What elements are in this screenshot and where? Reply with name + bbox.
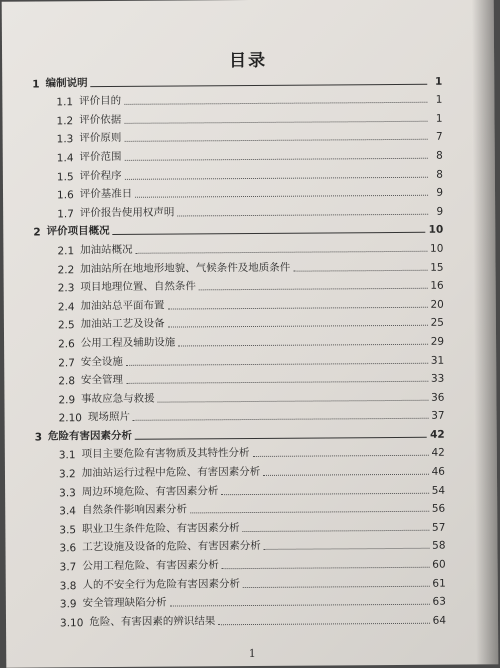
toc-entry-label: 公用工程危险、有害因素分析 xyxy=(82,559,219,573)
toc-entry-label: 危险、有害因素的辨识结果 xyxy=(89,615,216,628)
toc-entry-page: 9 xyxy=(436,186,444,199)
toc-entry-label: 安全设施 xyxy=(80,355,123,368)
toc-leader-dots xyxy=(124,120,427,124)
toc-entry-label: 安全管理 xyxy=(80,373,124,387)
toc-entry-number: 2.7 xyxy=(58,356,75,369)
toc-entry-page: 64 xyxy=(432,614,447,627)
toc-entry-label: 现场照片 xyxy=(87,411,131,424)
toc-entry-page: 36 xyxy=(431,391,445,404)
toc-leader-dots xyxy=(168,305,428,309)
toc-leader-dots xyxy=(222,566,429,569)
toc-entry-number: 2 xyxy=(33,226,41,239)
toc-entry-label: 评价范围 xyxy=(79,150,122,164)
toc-entry-page: 56 xyxy=(431,502,446,515)
toc-entry-page: 9 xyxy=(436,205,444,218)
toc-entry-label: 评价基准日 xyxy=(79,187,133,201)
toc-leader-dots xyxy=(293,268,427,271)
toc-entry-label: 评价目的 xyxy=(79,95,122,108)
page-title: 目录 xyxy=(229,50,268,72)
toc-entry-number: 2.9 xyxy=(58,393,76,407)
toc-entry-page: 20 xyxy=(430,298,444,311)
toc-entry-page: 63 xyxy=(432,595,446,608)
toc-entry-page: 7 xyxy=(435,131,443,144)
toc-leader-dots xyxy=(264,547,429,550)
toc-entry-label: 项目地理位置、自然条件 xyxy=(80,280,196,294)
toc-leader-dots xyxy=(91,82,428,86)
toc-entry-number: 1.4 xyxy=(56,152,74,165)
toc-entry-page: 8 xyxy=(436,149,443,162)
toc-entry-number: 3.8 xyxy=(59,579,77,592)
toc-entry-label: 评价报告使用权声明 xyxy=(79,206,175,219)
toc-leader-dots xyxy=(243,584,429,587)
toc-entry-number: 2.5 xyxy=(57,319,75,332)
toc-entry-number: 3.2 xyxy=(58,468,76,481)
toc-entry-label: 评价依据 xyxy=(79,113,122,126)
toc-entry-label: 评价原则 xyxy=(79,132,122,145)
toc-entry-page: 42 xyxy=(431,447,445,460)
toc-entry-number: 3.9 xyxy=(59,598,77,611)
toc-entry-page: 31 xyxy=(430,354,445,367)
table-of-contents xyxy=(32,69,446,630)
toc-entry-number: 1.1 xyxy=(56,96,74,109)
toc-entry-label: 事故应急与救援 xyxy=(81,392,155,405)
toc-entry-label: 加油站运行过程中危险、有害因素分析 xyxy=(81,465,261,480)
toc-entry-number: 2.3 xyxy=(57,282,75,295)
toc-leader-dots xyxy=(135,436,427,440)
toc-leader-dots xyxy=(199,287,427,291)
toc-entry-label: 公用工程及辅助设施 xyxy=(80,336,176,350)
toc-entry-label: 人的不安全行为危险有害因素分析 xyxy=(82,577,240,591)
toc-entry-number: 1.6 xyxy=(56,189,74,202)
toc-entry-number: 3.10 xyxy=(59,616,84,630)
toc-entry-number: 3 xyxy=(34,431,43,444)
toc-entry-number: 2.2 xyxy=(57,263,75,276)
toc-entry-page: 8 xyxy=(436,168,443,181)
toc-entry-page: 58 xyxy=(432,540,446,553)
toc-entry-page: 15 xyxy=(430,261,444,274)
toc-entry-label: 项目主要危险有害物质及其特性分析 xyxy=(81,447,250,461)
toc-entry-number: 1.2 xyxy=(56,115,74,128)
toc-leader-dots xyxy=(133,417,428,421)
toc-leader-dots xyxy=(125,175,428,179)
toc-entry-page: 10 xyxy=(428,223,444,237)
page-edge-shadow xyxy=(472,0,499,664)
toc-entry-label: 周边环境危险、有害因素分析 xyxy=(81,484,219,498)
toc-entry-label: 加油站概况 xyxy=(80,243,133,257)
toc-leader-dots xyxy=(221,491,428,494)
toc-entry-label: 评价项目概况 xyxy=(46,225,110,238)
toc-entry-page: 60 xyxy=(432,558,446,571)
toc-leader-dots xyxy=(168,324,428,328)
toc-entry-page: 1 xyxy=(435,93,443,106)
toc-entry-number: 1.3 xyxy=(56,133,74,146)
toc-leader-dots xyxy=(136,250,427,254)
toc-entry-page: 10 xyxy=(429,242,444,255)
toc-leader-dots xyxy=(124,138,427,142)
toc-entry-number: 2.6 xyxy=(58,338,75,351)
toc-entry-page: 1 xyxy=(435,112,443,125)
toc-entry-page: 16 xyxy=(430,279,444,292)
toc-leader-dots xyxy=(190,510,429,514)
toc-entry-page: 61 xyxy=(432,577,446,590)
toc-entry-label: 评价程序 xyxy=(79,169,122,182)
toc-entry-number: 1 xyxy=(32,78,40,91)
toc-leader-dots xyxy=(113,231,426,235)
toc-leader-dots xyxy=(253,454,429,457)
toc-leader-dots xyxy=(135,194,428,198)
toc-entry-page: 1 xyxy=(434,75,443,88)
toc-entry-page: 42 xyxy=(430,428,445,441)
toc-entry-number: 1.7 xyxy=(57,207,74,221)
document-page xyxy=(2,0,499,668)
toc-entry-number: 3.4 xyxy=(59,505,76,518)
toc-leader-dots xyxy=(124,101,427,105)
toc-entry-number: 3.7 xyxy=(59,561,77,574)
toc-entry-page: 33 xyxy=(430,372,445,385)
toc-entry-label: 危险有害因素分析 xyxy=(47,429,133,443)
toc-leader-dots xyxy=(218,622,429,625)
toc-leader-dots xyxy=(170,603,430,607)
toc-leader-dots xyxy=(178,343,427,347)
toc-leader-dots xyxy=(126,380,428,384)
toc-entry-label: 自然条件影响因素分析 xyxy=(81,503,187,517)
toc-entry-page: 29 xyxy=(430,335,445,348)
toc-entry-number: 3.1 xyxy=(58,449,76,462)
toc-entry-label: 加油站工艺及设备 xyxy=(80,317,165,331)
toc-leader-dots xyxy=(126,361,428,365)
toc-entry-number: 3.6 xyxy=(59,542,77,555)
toc-leader-dots xyxy=(124,157,427,161)
toc-entry-number: 3.3 xyxy=(59,486,76,499)
toc-entry-page: 57 xyxy=(431,521,446,534)
toc-leader-dots xyxy=(177,213,428,217)
toc-entry-number: 2.1 xyxy=(57,245,75,258)
toc-leader-dots xyxy=(263,473,428,476)
toc-entry-page: 37 xyxy=(431,409,445,423)
toc-entry-label: 加油站所在地地形地貌、气候条件及地质条件 xyxy=(80,261,291,275)
toc-entry-page: 25 xyxy=(430,316,444,330)
toc-entry-number: 2.4 xyxy=(57,300,75,314)
toc-section-row xyxy=(36,608,446,629)
toc-entry-number: 1.5 xyxy=(56,170,74,183)
toc-entry-number: 3.5 xyxy=(59,524,77,537)
toc-entry-number: 2.8 xyxy=(58,375,76,388)
toc-entry-label: 职业卫生条件危险、有害因素分析 xyxy=(82,521,240,536)
toc-leader-dots xyxy=(158,398,428,402)
page-number: 1 xyxy=(248,646,256,661)
toc-entry-label: 编制说明 xyxy=(45,76,88,90)
toc-entry-label: 安全管理缺陷分析 xyxy=(82,596,167,610)
toc-entry-page: 54 xyxy=(431,484,446,497)
toc-entry-label: 加油站总平面布置 xyxy=(80,299,165,312)
toc-entry-page: 46 xyxy=(431,465,446,478)
toc-leader-dots xyxy=(243,529,429,532)
toc-entry-label: 工艺设施及设备的危险、有害因素分析 xyxy=(82,540,261,554)
toc-entry-number: 2.10 xyxy=(58,412,83,425)
